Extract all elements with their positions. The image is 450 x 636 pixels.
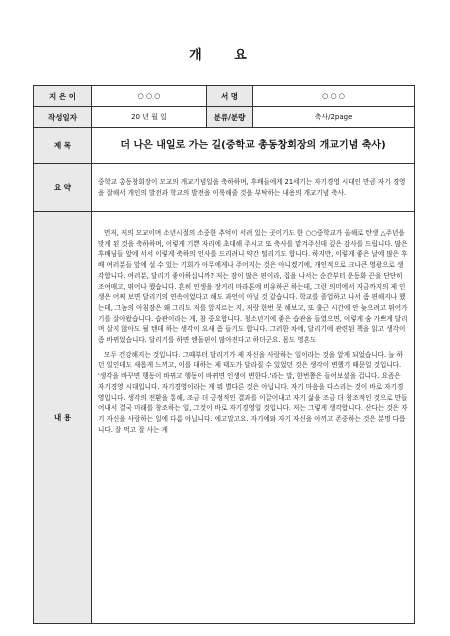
summary-form-table bbox=[33, 85, 415, 624]
summary-label: 요 약 bbox=[34, 164, 92, 212]
content-label: 내 용 bbox=[34, 212, 92, 624]
content-paragraph: 모두 건강해지는 것입니다. 그때부터 달리기가 제 자신을 사랑하는 일이라는 것을 알게 되었습니다. 늘 하던 일인데도 새롭게 느끼고, 이를 대하는 제 태도가 달라질 수 있었던 것은 생각이 변했기 때문일 것입니다. '생각을 바꾸면 행동이 바뀌고 행동이 바뀌면 인생이 변한다.'라는 말, 한번쯤은 들어보셨을 겁니다. 요즘은 자기경영 시대입니다. 자기경영이라는 게 뭐 별다른 것은 아닙니다. 자기 마음을 다스리는 것이 바로 자기경영입니다. 생각의 전환을 통해, 조금 더 긍정적인 결과를 이끌어내고 자기 삶을 조금 더 창조적인 것으로 만들어내서 결국 미래를 창조하는 일, 그것이 바로 자기경영일 것입니다. 저는 그렇게 생각합니다. 산다는 것은 자기 자신을 사랑하는 일에 다름 아닙니다. 에고말고요. 자기에와 자기 자신을 아끼고 존중하는 것은 분명 다릅니다. 잘 먹고 잘 사는 게 bbox=[98, 350, 408, 434]
date-label: 작성일자 bbox=[34, 107, 92, 128]
subject-label: 제 목 bbox=[34, 128, 92, 164]
date-value: 20 년 월 일 bbox=[92, 107, 207, 128]
subject-value: 더 나은 내일로 가는 길(중학교 총동창회장의 개교기념 축사) bbox=[92, 128, 415, 164]
content-body bbox=[92, 212, 415, 624]
author-value: ○ ○ ○ bbox=[92, 86, 207, 107]
name-label: 서 명 bbox=[207, 86, 253, 107]
document-title: 개 요 bbox=[189, 48, 261, 63]
name-value: ○ ○ ○ bbox=[253, 86, 415, 107]
summary-value: 중학교 총동창회장이 모교의 개교기념일을 축하하며, 후배들에게 21세기는 자기경영 시대인 만큼 자기 경영을 잘해서 개인의 발전과 학교의 발전을 이룩해줄 것을 부탁하는 내용의 개교기념 축사. bbox=[92, 164, 415, 212]
author-label: 지 은 이 bbox=[34, 86, 92, 107]
content-paragraph: 먼저, 저의 모교이며 소년시절의 소중한 추억이 서려 있는 곳이기도 한 ○○중학교가 올해로 탄생 △주년을 맞게 된 것을 축하하며, 이렇게 기쁜 자리에 초대해 주시고 또 축사를 맡겨주신데 깊은 감사를 드립니다. 많은 후배님들 앞에 서서 이렇게 축하의 인사를 드리려니 약간 떨리기도 합니다. 하지만, 이렇게 좋은 날에 많은 후배 여러분들 앞에 설 수 있는 기회가 아무에게나 주어지는 것은 아니겠기에, 개인적으로 크나큰 영광으로 생각합니다. 여러분, 달리기 좋아하십니까? 저는 잠이 많은 편이라, 집을 나서는 순간부터 운동화 끈을 단단히 조여매고, 뛰어나 했습니다. 흔히 인생을 장거리 마라톤에 비유하곤 하는데, 그런 의미에서 지금까지의 제 인생은 어찌 보면 달리기의 연속이었다고 해도 과언이 아닐 것 같습니다. 학교를 졸업하고 나서 좀 편해지나 했는데, 그놈의 아침잠은 왜 그리도 저를 앞지르는 지, 저랑 한번 못 해보고, 또 출근 시간에 안 늦으려고 뛰어가기를 살아왔습니다. 습관이라는 게, 참 중요합니다. 청소년기에 좋은 습관을 들였으면, 이렇게 숨 가쁘게 달리며 살지 않아도 될 텐데 하는 생각이 요새 좀 들기도 합니다. 그러한 차에, 달리기에 관련된 책을 읽고 생각이 좀 바뀌었습니다. 달리기를 하면 엔돌핀이 많아진다고 하더군요. 몸도 영혼도 bbox=[98, 229, 408, 345]
category-value: 축사/2page bbox=[253, 107, 415, 128]
category-label: 분류/분량 bbox=[207, 107, 253, 128]
